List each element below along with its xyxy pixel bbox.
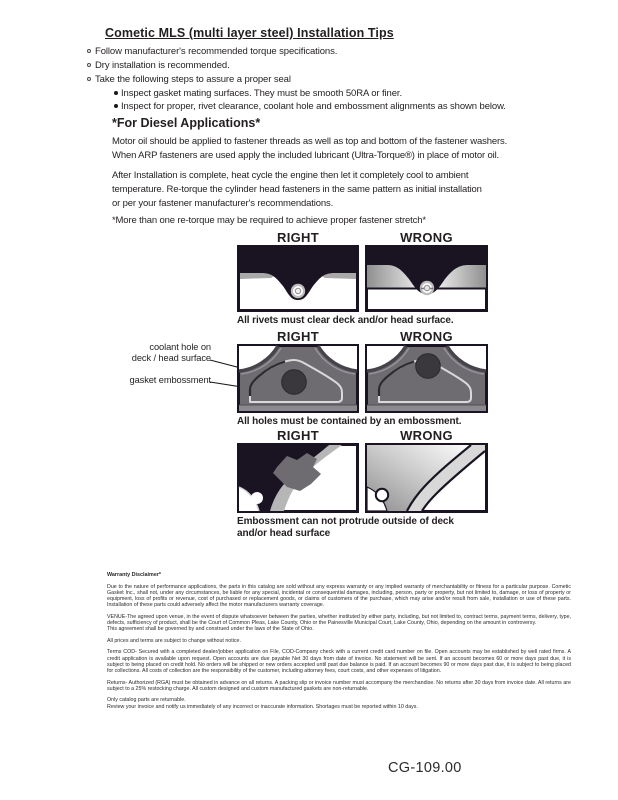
wrong-label: WRONG — [400, 230, 453, 245]
disclaimer-paragraph: Due to the nature of performance applications, the parts in this catalog are sold without any express warranty or any implied warranty of merchantability or fitness for a particular purpose. Cometic Gasket Inc., shall not, under any circumstances, be liable for any special, incidental or consequential damages, including, person, party or property, but not limited to, damage, or loss of property or equipment, loss of profits or revenue, cost of purchased or replacement goods, or claims of customers of the purchase, which may arise and/or result from sale, installation or use of these parts. Installation of these parts could adversely affect the motor manufacturers warranty coverage. — [107, 583, 571, 609]
coolant-hole-annotation: coolant hole on deck / head surface — [131, 342, 211, 363]
right-label: RIGHT — [277, 329, 319, 344]
right-label: RIGHT — [277, 428, 319, 443]
dot-bullet-icon — [114, 104, 118, 108]
circle-bullet-icon — [87, 49, 91, 53]
disclaimer-paragraph: Terms COD- Secured with a completed dealer/jobber application on File, COD-Company check with a current credit card number on file. Open accounts may be established by well rated firms. A credit application is available upon request. Open accounts are due payable Net 30 days from date of invoice. No statement will be sent. If an account becomes 60 or more days past due, it is subject to being placed on credit hold. No orders will be shipped or new orders accepted until past due balance is paid. If an account becomes 90 or more days past due, it is subject to being placed for collections. All costs of collection are the responsibility of the customer, including attorney fees, court costs, and other expenses of litigation. — [107, 649, 571, 674]
list-item — [114, 100, 506, 113]
sub-tips-list — [114, 87, 506, 114]
list-item — [114, 87, 506, 100]
coolant-hole-icon — [416, 354, 441, 379]
rivet-icon — [291, 284, 305, 298]
embossment-wrong-diagram — [365, 344, 488, 413]
circle-bullet-icon — [87, 63, 91, 67]
right-label: RIGHT — [277, 230, 319, 245]
tip-text: Dry installation is recommended. — [95, 59, 230, 71]
bolt-hole-icon — [251, 492, 263, 504]
caption-holes: All holes must be contained by an embossment. — [237, 416, 462, 427]
rivet-icon — [420, 281, 434, 295]
list-item — [87, 45, 337, 59]
rivet-wrong-diagram — [365, 245, 488, 312]
disclaimer-paragraph: Only catalog parts are returnable. Review your invoice and notify us immediately of any incorrect or inaccurate information. Shortages must be reported within 10 days. — [107, 697, 418, 710]
tip-text: Inspect for proper, rivet clearance, coolant hole and embossment alignments as shown below. — [121, 101, 506, 113]
tip-text: Inspect gasket mating surfaces. They must be smooth 50RA or finer. — [121, 88, 403, 99]
coolant-hole-icon — [282, 370, 307, 395]
tips-list — [87, 45, 337, 86]
caption-rivets: All rivets must clear deck and/or head surface. — [237, 315, 454, 326]
dot-bullet-icon — [114, 91, 118, 95]
rivet-right-diagram — [237, 245, 359, 312]
disclaimer-paragraph: All prices and terms are subject to change without notice. — [107, 637, 241, 644]
warranty-disclaimer — [107, 572, 571, 715]
diesel-paragraph: After Installation is complete, heat cycle the engine then let it completely cool to ambient temperature. Re-torque the cylinder head fasteners in the same pattern as initial installation or per your fastener manufacturer's recommendations. — [112, 170, 482, 209]
disclaimer-paragraph: Returns- Authorized (RGA) must be obtained in advance on all returns. A packing slip or invoice number must accompany the merchandise. No returns after 30 days from invoice date. All returns are subject to a 25% restocking charge. All custom designed and custom manufactured gaskets are non-returnable. — [107, 679, 571, 692]
caption-protrusion: Embossment can not protrude outside of deck and/or head surface — [237, 516, 454, 539]
embossment-right-diagram — [237, 344, 359, 413]
protrusion-wrong-diagram — [365, 443, 488, 513]
tip-text: Follow manufacturer's recommended torque specifications. — [95, 46, 338, 57]
tip-text: Take the following steps to assure a proper seal — [95, 73, 291, 85]
bolt-hole-icon — [376, 489, 388, 501]
list-item — [87, 73, 337, 87]
protrusion-right-diagram — [237, 443, 359, 513]
wrong-label: WRONG — [400, 329, 453, 344]
diesel-paragraph: Motor oil should be applied to fastener threads as well as top and bottom of the fastener washers. When ARP fasteners are used apply the included lubricant (Ultra-Torque®) in place of motor oil. — [112, 136, 508, 161]
gasket-embossment-annotation: gasket embossment — [129, 375, 211, 385]
disclaimer-paragraph: VENUE-The agreed upon venue, in the event of dispute whatsoever between the parties, whether instituted by either party, including, but not limited to, contract terms, payment terms, delivery, type, defects, sufficiency of product, shall be the Court of Common Pleas, Lake County, Ohio or the Painesville Municipal Court, Lake County, Ohio, depending on the amount in controversy. This agreement shall be governed by and construed under the laws of the State of Ohio. — [107, 613, 571, 633]
retorque-note: *More than one re-torque may be required to achieve proper fastener stretch* — [112, 215, 426, 226]
catalog-page-number: CG-109.00 — [388, 760, 462, 776]
diesel-section-heading: *For Diesel Applications* — [112, 116, 261, 130]
list-item — [87, 59, 337, 73]
page-title: Cometic MLS (multi layer steel) Installation Tips — [105, 26, 394, 40]
wrong-label: WRONG — [400, 428, 453, 443]
disclaimer-heading: Warranty Disclaimer* — [107, 572, 162, 578]
circle-bullet-icon — [87, 77, 91, 81]
